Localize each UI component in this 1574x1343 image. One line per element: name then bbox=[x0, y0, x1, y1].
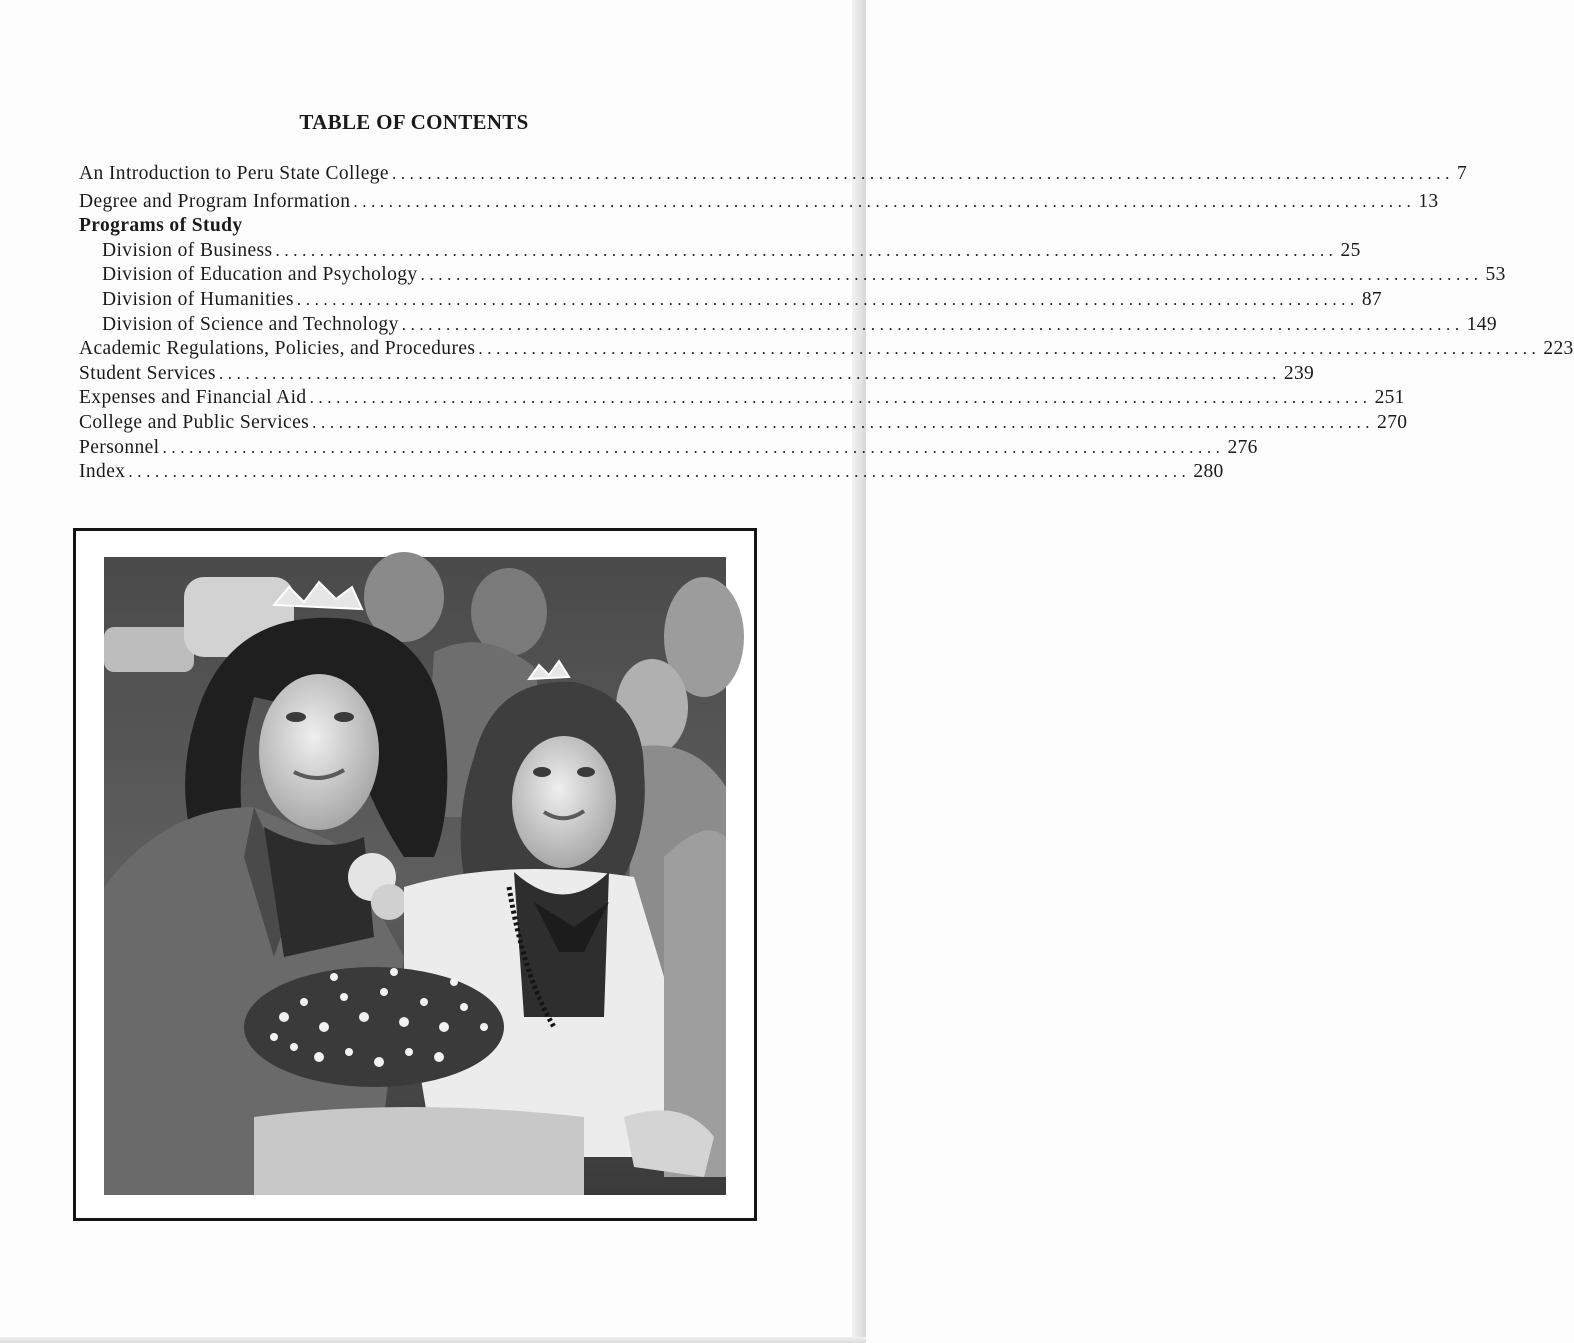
toc-entry bbox=[79, 436, 1258, 462]
toc-heading bbox=[79, 215, 752, 240]
toc-dot-leader: ........................................................................................................................ bbox=[309, 388, 1372, 408]
toc-page-number: 25 bbox=[1340, 239, 1361, 261]
toc-page-number: 251 bbox=[1374, 387, 1405, 409]
toc-entry bbox=[79, 163, 1468, 188]
bouquet bbox=[244, 967, 504, 1087]
toc-dot-leader: ........................................................................................................................ bbox=[275, 240, 1338, 260]
page-edge-bottom bbox=[0, 1337, 866, 1343]
toc-dot-leader: ........................................................................................................................ bbox=[391, 164, 1454, 183]
toc-dot-leader: ........................................................................................................................ bbox=[128, 462, 1191, 482]
toc-entry-label: Academic Regulations, Policies, and Procedures bbox=[79, 338, 476, 360]
toc-entry-label: Programs of Study bbox=[79, 215, 243, 237]
toc-dot-leader: ........................................................................................................................ bbox=[312, 412, 1375, 432]
toc-entry-label: Personnel bbox=[79, 436, 160, 458]
toc-entry bbox=[79, 338, 1574, 363]
toc-page-number: 239 bbox=[1283, 362, 1315, 384]
toc-entry-label: An Introduction to Peru State College bbox=[79, 163, 389, 184]
toc-page-number: 149 bbox=[1466, 313, 1497, 335]
toc-entry-label: Student Services bbox=[79, 362, 216, 384]
toc-entry-label: College and Public Services bbox=[79, 411, 310, 433]
toc-dot-leader: ........................................................................................................................ bbox=[353, 191, 1416, 211]
toc-page-number: 13 bbox=[1418, 190, 1439, 212]
toc-entry bbox=[79, 264, 1506, 289]
toc-entry bbox=[79, 190, 1439, 216]
face-left bbox=[259, 674, 379, 830]
toc-page-number: 276 bbox=[1227, 436, 1258, 458]
photograph bbox=[104, 557, 726, 1195]
page-title: TABLE OF CONTENTS bbox=[299, 110, 529, 134]
toc-entry bbox=[79, 387, 1405, 412]
toc-dot-leader: ........................................................................................................................ bbox=[296, 289, 1359, 309]
toc-entry bbox=[79, 461, 1224, 486]
toc-entry-label: Division of Science and Technology bbox=[102, 313, 399, 335]
toc-entry bbox=[79, 362, 1315, 388]
table-of-contents bbox=[79, 163, 1574, 486]
toc-entry bbox=[79, 313, 1497, 339]
toc-entry-label: Expenses and Financial Aid bbox=[79, 387, 307, 409]
toc-entry-label: Index bbox=[79, 461, 126, 483]
photo-frame bbox=[73, 528, 757, 1221]
toc-entry bbox=[79, 288, 1382, 314]
toc-entry bbox=[79, 239, 1361, 265]
toc-dot-leader: ........................................................................................................................ bbox=[162, 437, 1225, 457]
toc-page-number: 7 bbox=[1456, 163, 1468, 184]
face-right bbox=[512, 736, 616, 868]
toc-dot-leader: ........................................................................................................................ bbox=[218, 363, 1281, 383]
toc-entry-label: Division of Business bbox=[102, 239, 273, 261]
toc-entry-label: Division of Education and Psychology bbox=[102, 264, 418, 286]
photo-illustration bbox=[104, 557, 726, 1195]
toc-page-number: 280 bbox=[1193, 461, 1224, 483]
toc-dot-leader: ........................................................................................................................ bbox=[401, 314, 1464, 334]
toc-entry-label: Division of Humanities bbox=[102, 288, 294, 310]
toc-page-number: 53 bbox=[1485, 264, 1506, 286]
toc-entry bbox=[79, 411, 1408, 437]
toc-page-number: 223 bbox=[1543, 338, 1574, 360]
toc-dot-leader: ........................................................................................................................ bbox=[420, 265, 1483, 285]
toc-dot-leader: ........................................................................................................................ bbox=[478, 339, 1541, 359]
toc-entry-label: Degree and Program Information bbox=[79, 190, 351, 212]
toc-page-number: 270 bbox=[1377, 411, 1408, 433]
toc-page-number: 87 bbox=[1361, 288, 1382, 310]
